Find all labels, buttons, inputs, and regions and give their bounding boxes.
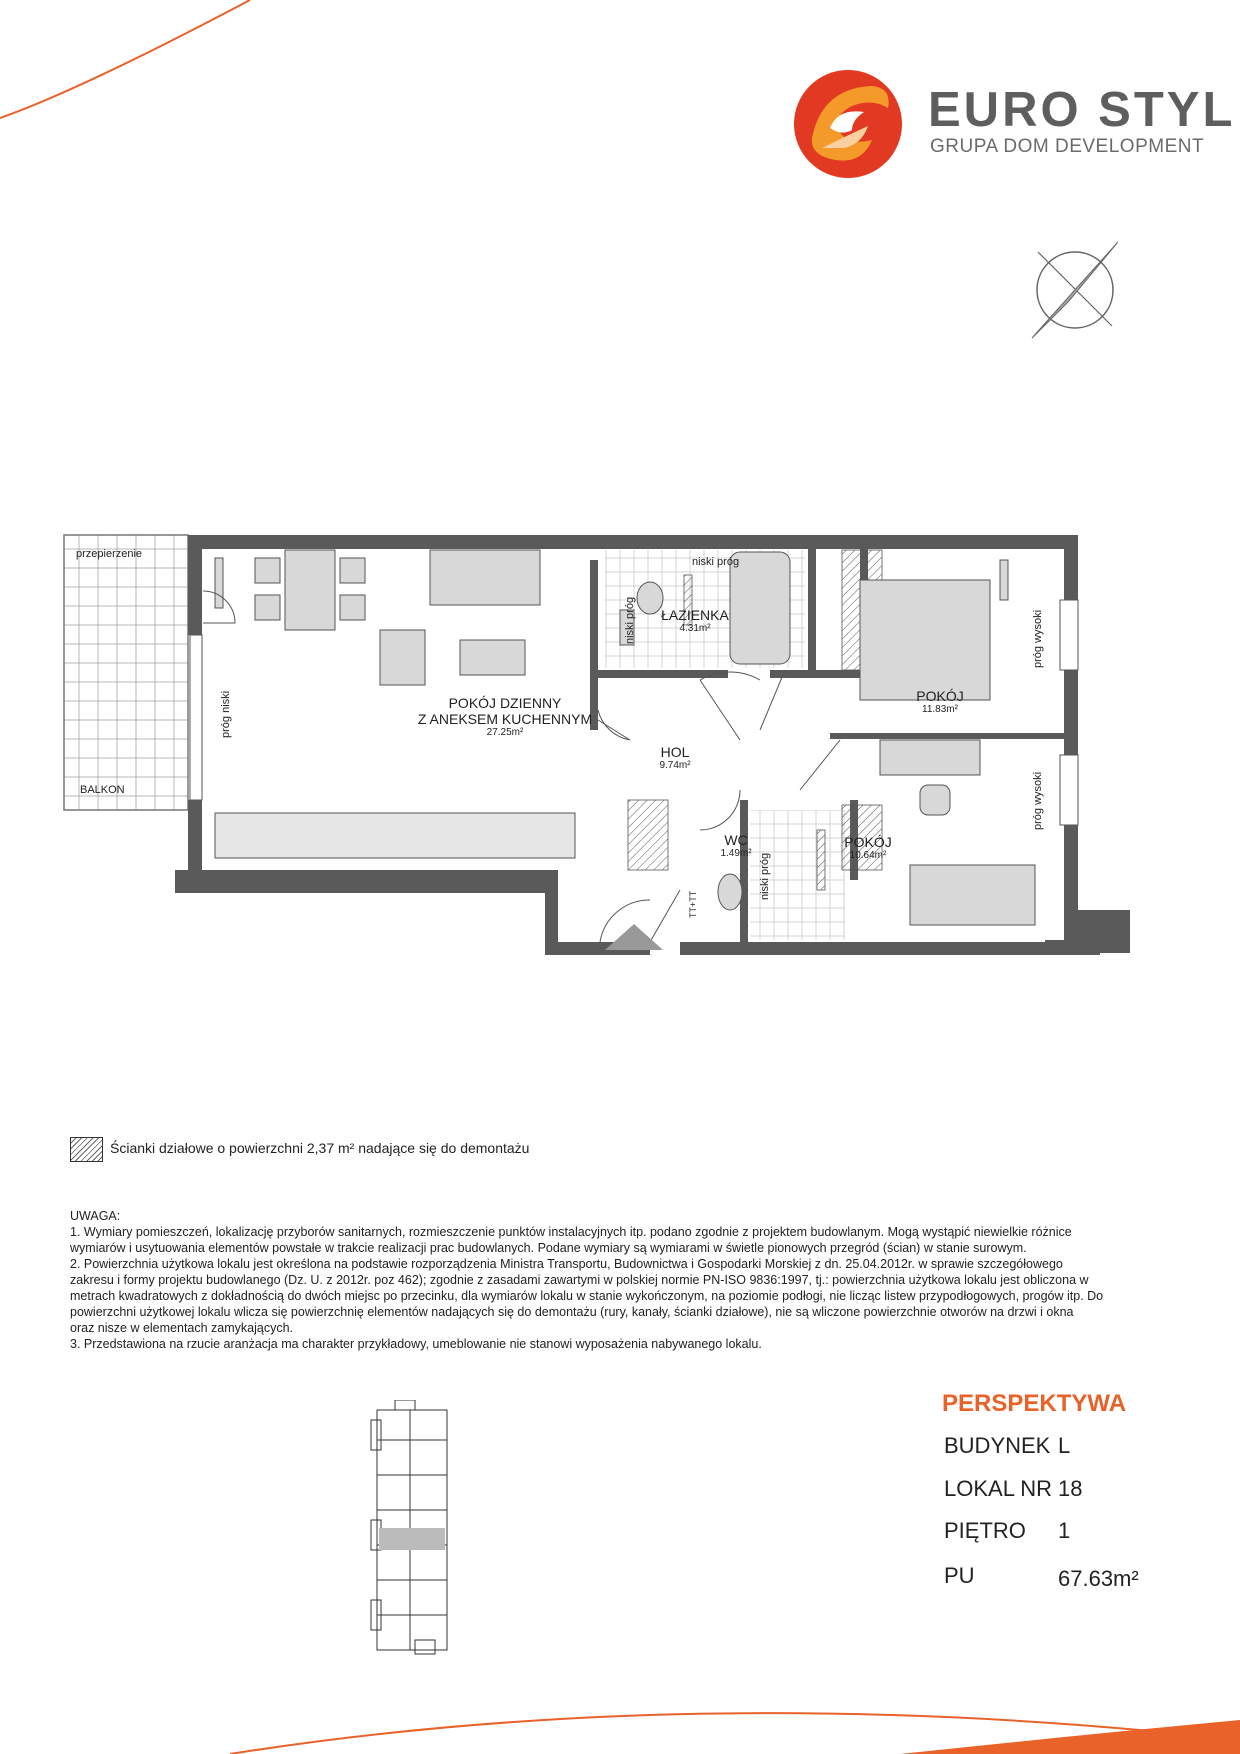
notes-line: metrach kwadratowych z dokładnością do dwóch miejsc po przecinku, dla wymiarów lokalu w stanie wykończonym, na poziomie podłogi, nie licząc listew przypodłogowych, progów itp. Do — [70, 1289, 1104, 1303]
notes-line: wymiarów i usytuowania elementów powstałe w trakcie realizacji prac budowlanych. Podane wymiary są wymiarami w świetle pionowych przegród (ścian) w stanie surowym. — [70, 1241, 1027, 1255]
room-bathroom-area: 4.31m² — [679, 623, 711, 634]
threshold-high-2-label: próg wysoki — [1032, 771, 1044, 830]
room-wc — [716, 832, 756, 859]
room-wc-name: WC — [724, 832, 748, 848]
info-value-area: 67.63m² — [1058, 1566, 1139, 1591]
room-bedroom-1-area: 11.83m² — [922, 704, 958, 715]
notes-line: oraz nisze w elementach zamykających. — [70, 1321, 294, 1335]
threshold-low-balcony-label: próg niski — [220, 690, 232, 738]
room-bathroom — [655, 607, 735, 634]
corner-swoosh-top-left — [0, 0, 260, 130]
tt-label: TT+TT — [688, 890, 698, 918]
room-hall-name: HOL — [660, 744, 690, 760]
floor-plan — [60, 530, 1160, 980]
bottom-swoosh — [0, 1660, 1240, 1754]
info-label-floor: PIĘTRO — [944, 1518, 1026, 1543]
info-value-building: L — [1058, 1433, 1071, 1458]
threshold-low-bath-label: niski próg — [624, 596, 636, 644]
north-arrow-icon — [1028, 240, 1118, 340]
threshold-low-wc-label: niski próg — [759, 852, 771, 900]
notes-line: powierzchni użytkowej lokalu wlicza się powierzchnię elementów nadających się do demontażu (rury, kanały, ścianki działowe), nie są wliczone powierzchnie otworów na drzwi i okna — [70, 1305, 1074, 1319]
logo-subtitle: GRUPA DOM DEVELOPMENT — [930, 136, 1205, 157]
threshold-high-1-label: próg wysoki — [1032, 609, 1044, 668]
info-label-building: BUDYNEK — [944, 1433, 1051, 1458]
room-bedroom-2 — [833, 834, 903, 861]
notes-line: 3. Przedstawiona na rzucie aranżacja ma charakter przykładowy, umeblowanie nie stanowi wyposażenia nabywanego lokalu. — [70, 1337, 762, 1351]
room-bedroom-1 — [905, 688, 975, 715]
notes-heading: UWAGA: — [70, 1209, 121, 1223]
room-bedroom-2-name: POKÓJ — [844, 834, 892, 850]
info-label-area: PU — [944, 1563, 975, 1588]
legend-text: Ścianki działowe o powierzchni 2,37 m² nadające się do demontażu — [110, 1140, 530, 1156]
logo-title: EURO STYL — [928, 83, 1236, 137]
room-hall-area: 9.74m² — [659, 760, 691, 771]
balcony-label: BALKON — [80, 784, 125, 796]
highlighted-unit — [379, 1528, 445, 1550]
notes-line: zakresu i formy projektu budowlanego (Dz. U. z 2012r. poz 462); zgodnie z zasadami zawartymi w polskiej normie PN-ISO 9836:1997, tj.: powierzchnia użytkowa lokalu jest obliczona w — [70, 1273, 1089, 1287]
notes-line: 1. Wymiary pomieszczeń, lokalizację przyborów sanitarnych, rozmieszczenie punktów instalacyjnych itp. podano zgodnie z projektem budowlanym. Mogą wystąpić niewielkie różnice — [70, 1225, 1072, 1239]
info-value-unit: 18 — [1058, 1476, 1083, 1501]
room-living-area: 27.25m² — [486, 727, 524, 738]
info-label-unit: LOKAL NR — [944, 1476, 1053, 1501]
przepierzenie-label: przepierzenie — [76, 548, 143, 560]
room-bedroom-2-area: 10.64m² — [849, 850, 887, 861]
room-bathroom-name: ŁAZIENKA — [661, 607, 729, 623]
notes-line: 2. Powierzchnia użytkowa lokalu jest określona na podstawie rozporządzenia Ministra Transportu, Budownictwa i Gospodarki Morskiej z dn. 25.04.2012r. w sprawie szczegółowego — [70, 1257, 1063, 1271]
room-hall — [640, 744, 710, 771]
room-living — [405, 695, 605, 738]
legend-hatch-swatch — [70, 1137, 103, 1162]
room-wc-area: 1.49m² — [720, 848, 752, 859]
euro-styl-logo-icon — [792, 68, 904, 180]
room-bedroom-1-name: POKÓJ — [916, 688, 964, 704]
section-title: PERSPEKTYWA — [942, 1390, 1127, 1417]
threshold-low-top-label: niski próg — [692, 556, 740, 568]
info-value-floor: 1 — [1058, 1518, 1071, 1543]
building-key-plan — [365, 1400, 465, 1655]
room-living-name: POKÓJ DZIENNY Z ANEKSEM KUCHENNYM — [417, 695, 593, 727]
notes-block — [70, 1208, 1170, 1352]
